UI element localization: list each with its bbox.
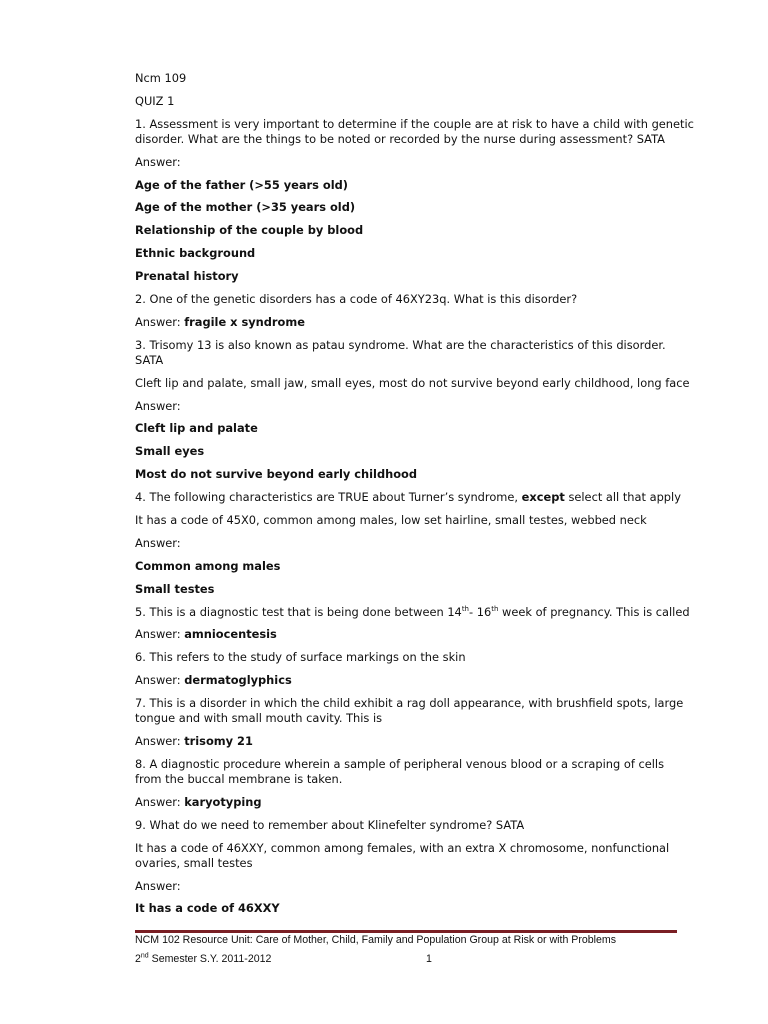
- question-8-line1: 8. A diagnostic procedure wherein a sample of peripheral venous blood or a scraping of cells: [135, 756, 665, 771]
- question-9-choices-line2: ovaries, small testes: [135, 855, 253, 870]
- answer-item: It has a code of 46XXY: [135, 901, 280, 916]
- question-8: [135, 757, 695, 787]
- course-code: Ncm 109: [135, 71, 187, 85]
- answer-item: Cleft lip and palate: [135, 421, 258, 436]
- answer-label: Answer:: [135, 398, 181, 413]
- question-1: [135, 117, 695, 147]
- question-5-text: 5. This is a diagnostic test that is being done between 14: [135, 604, 462, 619]
- answer-item: Small eyes: [135, 444, 205, 459]
- answer-item: Small testes: [135, 581, 215, 596]
- footer-semester: [135, 952, 432, 966]
- page-number: 1: [426, 953, 432, 965]
- question-5-text-end: week of pregnancy. This is called: [498, 604, 690, 619]
- answer-line: [135, 673, 695, 688]
- answer-value: dermatoglyphics: [184, 673, 292, 688]
- answer-line: [135, 315, 695, 330]
- document-body: [135, 71, 695, 924]
- question-9-choices: [135, 841, 695, 871]
- question-6: 6. This refers to the study of surface markings on the skin: [135, 650, 466, 665]
- answer-label: Answer:: [135, 734, 185, 749]
- answer-label: Answer:: [135, 535, 181, 550]
- answer-label: Answer:: [135, 673, 185, 688]
- answer-item: Age of the father (>55 years old): [135, 177, 349, 192]
- question-8-line2: from the buccal membrane is taken.: [135, 771, 343, 786]
- answer-label: Answer:: [135, 154, 181, 169]
- footer-semester-text: Semester S.Y. 2011-2012: [148, 953, 272, 965]
- superscript: nd: [140, 952, 149, 960]
- answer-item: Relationship of the couple by blood: [135, 223, 364, 238]
- answer-line: [135, 734, 695, 749]
- question-4: [135, 490, 695, 505]
- question-1-line1: 1. Assessment is very important to determine if the couple are at risk to have a child with genetic: [135, 116, 694, 131]
- question-1-line2: disorder. What are the things to be noted or recorded by the nurse during assessment? SATA: [135, 131, 665, 146]
- question-2: 2. One of the genetic disorders has a code of 46XY23q. What is this disorder?: [135, 292, 578, 307]
- question-5: [135, 605, 695, 620]
- question-3-choices: Cleft lip and palate, small jaw, small eyes, most do not survive beyond early childhood, long face: [135, 375, 690, 390]
- footer-semester-number: 2: [135, 953, 141, 965]
- question-4-emphasis: except: [521, 490, 565, 505]
- answer-value: amniocentesis: [184, 627, 277, 642]
- answer-line: [135, 795, 695, 810]
- answer-item: Prenatal history: [135, 269, 239, 284]
- answer-item: Age of the mother (>35 years old): [135, 200, 356, 215]
- answer-value: fragile x syndrome: [184, 314, 305, 329]
- answer-label: Answer:: [135, 794, 185, 809]
- question-7: [135, 696, 695, 726]
- question-3-line2: SATA: [135, 352, 164, 367]
- superscript: th: [461, 604, 469, 613]
- answer-label: Answer:: [135, 627, 185, 642]
- question-7-line1: 7. This is a disorder in which the child exhibit a rag doll appearance, with brushfield spots, large: [135, 696, 684, 711]
- answer-item: Ethnic background: [135, 246, 256, 261]
- question-5-text-mid: - 16: [469, 604, 492, 619]
- answer-value: trisomy 21: [184, 734, 253, 749]
- question-4-choices: It has a code of 45X0, common among males, low set hairline, small testes, webbed neck: [135, 513, 647, 528]
- question-3-line1: 3. Trisomy 13 is also known as patau syndrome. What are the characteristics of this disorder.: [135, 337, 666, 352]
- answer-label: Answer:: [135, 878, 181, 893]
- answer-item: Common among males: [135, 558, 281, 573]
- question-4-text: 4. The following characteristics are TRUE about Turner’s syndrome,: [135, 490, 522, 505]
- answer-label: Answer:: [135, 314, 185, 329]
- question-7-line2: tongue and with small mouth cavity. This is: [135, 711, 383, 726]
- question-9: 9. What do we need to remember about Klinefelter syndrome? SATA: [135, 817, 525, 832]
- question-9-choices-line1: It has a code of 46XXY, common among females, with an extra X chromosome, nonfunctional: [135, 840, 670, 855]
- superscript: th: [491, 604, 499, 613]
- question-4-text-end: select all that apply: [564, 490, 681, 505]
- footer-resource-unit: NCM 102 Resource Unit: Care of Mother, Child, Family and Population Group at Risk or with Problems: [135, 934, 617, 946]
- question-3: [135, 338, 695, 368]
- quiz-title: QUIZ 1: [135, 93, 175, 108]
- answer-line: [135, 627, 695, 642]
- answer-item: Most do not survive beyond early childhood: [135, 467, 418, 482]
- answer-value: karyotyping: [184, 794, 262, 809]
